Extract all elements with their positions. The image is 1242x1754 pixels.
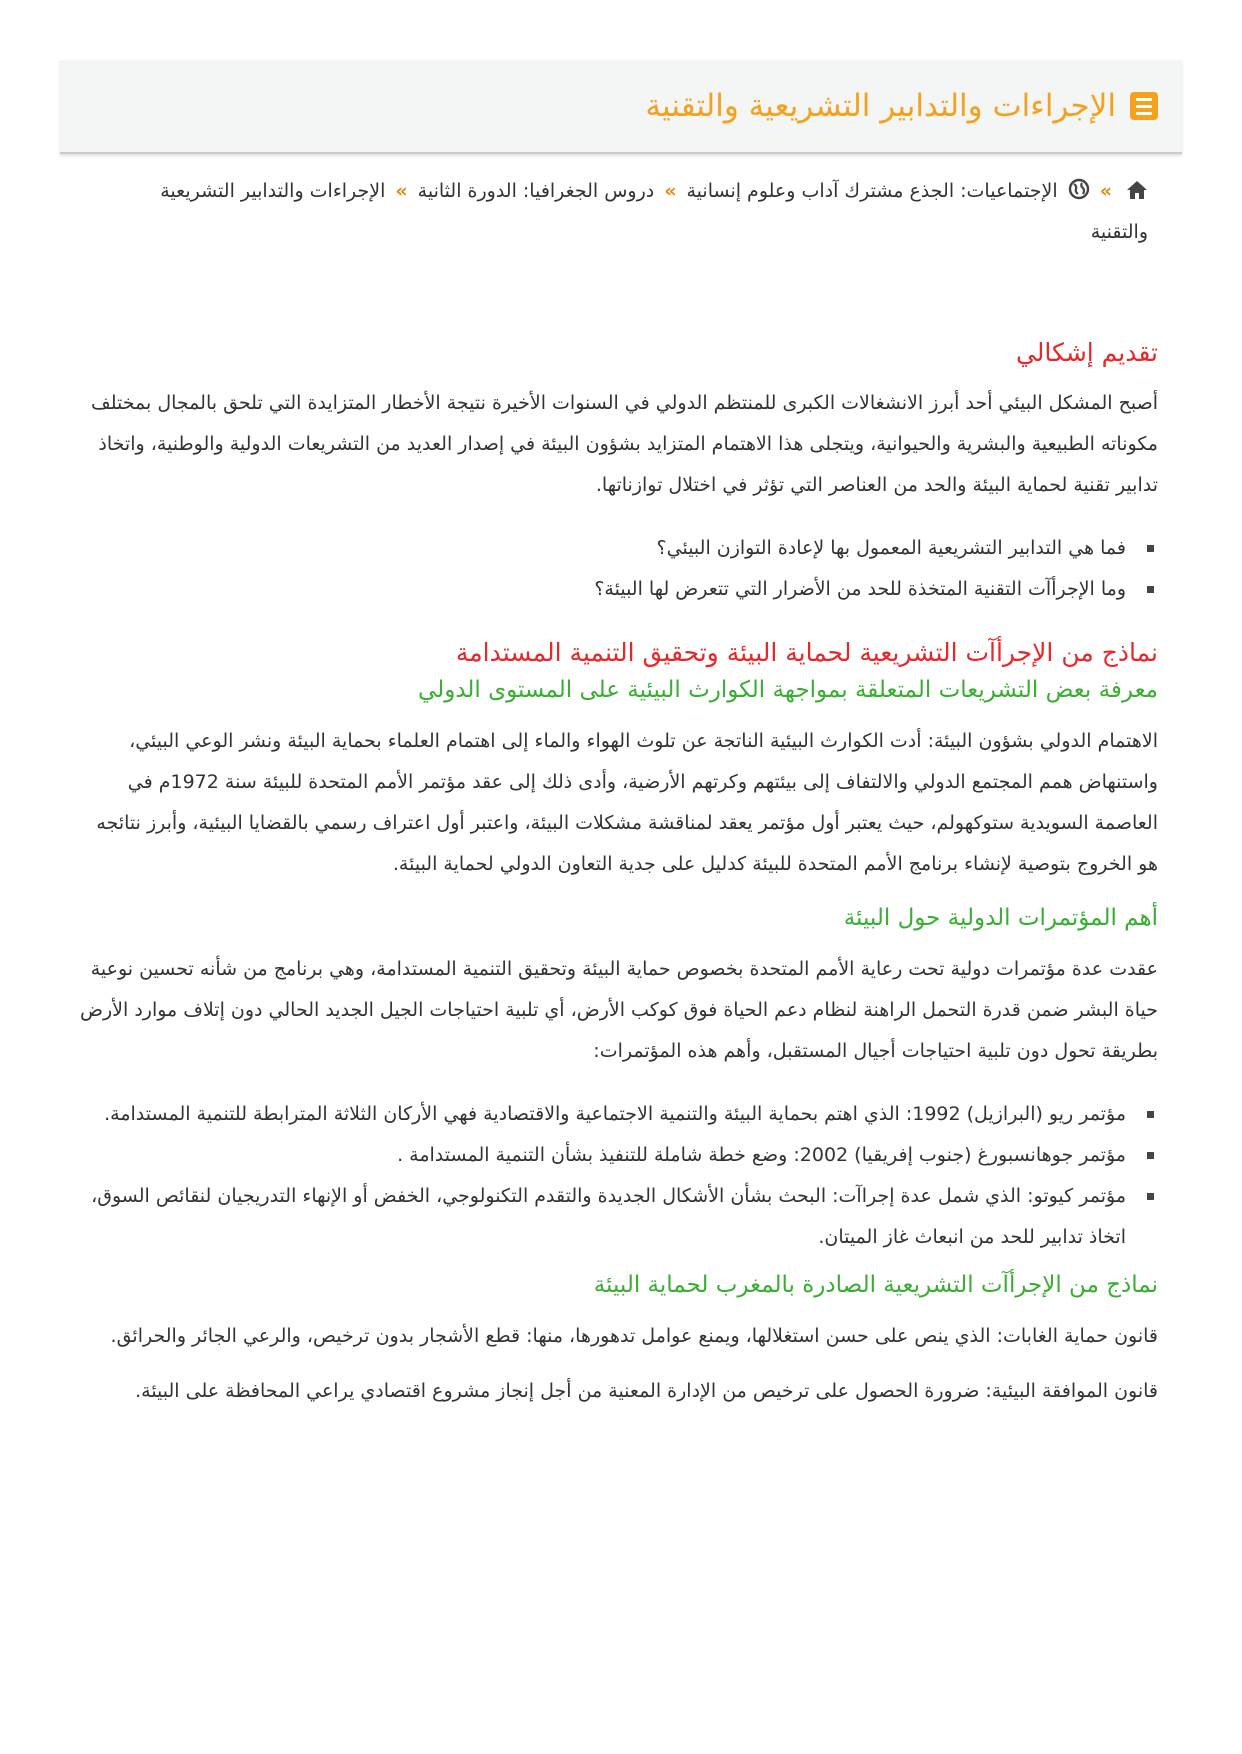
intro-paragraph: أصبح المشكل البيئي أحد أبرز الانشغالات الكبرى للمنتظم الدولي في السنوات الأخيرة نتيجة الأخطار المتزايدة التي تلحق بالمجال بمختلف مكوناته الطبيعية والبشرية والحيوانية، ويتجلى هذا الاهتمام المتزايد بشؤون البيئة في إصدار العديد من التشريعات الدولية والوطنية، واتخاذ تدابير تقنية لحماية البيئة والحد من العناصر التي تؤثر في اختلال توازناتها. xyxy=(91,392,1158,496)
page-title: الإجراءات والتدابير التشريعية والتقنية xyxy=(645,88,1116,124)
intro-questions xyxy=(78,528,1158,610)
list-item: وما الإجرأآت التقنية المتخذة للحد من الأضرار التي تتعرض لها البيئة؟ xyxy=(78,569,1158,610)
conferences-list xyxy=(78,1094,1158,1258)
morocco-heading: نماذج من الإجرأآت التشريعية الصادرة بالمغرب لحماية البيئة xyxy=(593,1272,1158,1298)
breadcrumb-item-geography-lessons[interactable]: دروس الجغرافيا: الدورة الثانية xyxy=(417,180,655,202)
breadcrumb-item-social-studies[interactable]: الإجتماعيات: الجذع مشترك آداب وعلوم إنسانية xyxy=(686,180,1058,202)
breadcrumb xyxy=(148,172,1148,251)
models-heading: نماذج من الإجرأآت التشريعية لحماية البيئة وتحقيق التنمية المستدامة xyxy=(455,638,1158,667)
conferences-paragraph: عقدت عدة مؤتمرات دولية تحت رعاية الأمم المتحدة بخصوص حماية البيئة وتحقيق التنمية المستدامة، وهي برنامج من شأنه تحسين نوعية حياة البشر ضمن قدرة التحمل الراهنة لنظام دعم الحياة فوق كوكب الأرض، أي تلبية احتياجات الجيل الجديد الحالي دون إتلاف موارد الأرض بطريقة تحول دون تلبية احتياجات أجيال المستقبل، وأهم هذه المؤتمرات: xyxy=(80,958,1158,1062)
breadcrumb-separator: » xyxy=(395,180,408,202)
models-subheading: معرفة بعض التشريعات المتعلقة بمواجهة الكوارث البيئية على المستوى الدولي xyxy=(418,677,1158,703)
home-icon[interactable] xyxy=(1126,175,1148,213)
list-item: مؤتمر جوهانسبورغ (جنوب إفريقيا) 2002: وضع خطة شاملة للتنفيذ بشأن التنمية المستدامة . xyxy=(78,1135,1158,1176)
intro-heading: تقديم إشكالي xyxy=(1015,338,1158,367)
breadcrumb-item-current: الإجراءات والتدابير التشريعية والتقنية xyxy=(160,180,1148,243)
list-item: فما هي التدابير التشريعية المعمول بها لإعادة التوازن البيئي؟ xyxy=(78,528,1158,569)
article-body xyxy=(78,338,1158,1412)
list-item: مؤتمر كيوتو: الذي شمل عدة إجراآت: البحث بشأن الأشكال الجديدة والتقدم التكنولوجي، الخفض أو الإنهاء التدريجيان لنقائص السوق، اتخاذ تدابير للحد من انبعاث غاز الميتان. xyxy=(78,1176,1158,1258)
page-title-bar xyxy=(60,60,1182,154)
conferences-heading: أهم المؤتمرات الدولية حول البيئة xyxy=(843,905,1158,931)
globe-icon xyxy=(1068,175,1090,213)
list-item: مؤتمر ريو (البرازيل) 1992: الذي اهتم بحماية البيئة والتنمية الاجتماعية والاقتصادية فهي الأركان الثلاثة المترابطة للتنمية المستدامة. xyxy=(78,1094,1158,1135)
forest-law-paragraph: قانون حماية الغابات: الذي ينص على حسن استغلالها، ويمنع عوامل تدهورها، منها: قطع الأشجار بدون ترخيص، والرعي الجائر والحرائق. xyxy=(110,1325,1158,1347)
models-paragraph: الاهتمام الدولي بشؤون البيئة: أدت الكوارث البيئية الناتجة عن تلوث الهواء والماء إلى اهتمام العلماء بحماية البيئة ونشر الوعي البيئي، واستنهاض همم المجتمع الدولي والالتفاف إلى بيئتهم وكرتهم الأرضية، وأدى ذلك إلى عقد مؤتمر الأمم المتحدة للبيئة سنة 1972م في العاصمة السويدية ستوكهولم، حيث يعتبر أول مؤتمر يعقد لمناقشة مشكلات البيئة، واعتبر أول اعتراف رسمي بالقضايا البيئية، وأبرز نتائجه هو الخروج بتوصية لإنشاء برنامج الأمم المتحدة للبيئة كدليل على جدية التعاون الدولي لحماية البيئة. xyxy=(96,730,1158,875)
breadcrumb-separator: » xyxy=(664,180,677,202)
breadcrumb-separator: » xyxy=(1099,180,1112,202)
document-icon xyxy=(1130,92,1158,120)
env-approval-law-paragraph: قانون الموافقة البيئية: ضرورة الحصول على ترخيص من الإدارة المعنية من أجل إنجاز مشروع اقتصادي يراعي المحافظة على البيئة. xyxy=(135,1380,1158,1402)
